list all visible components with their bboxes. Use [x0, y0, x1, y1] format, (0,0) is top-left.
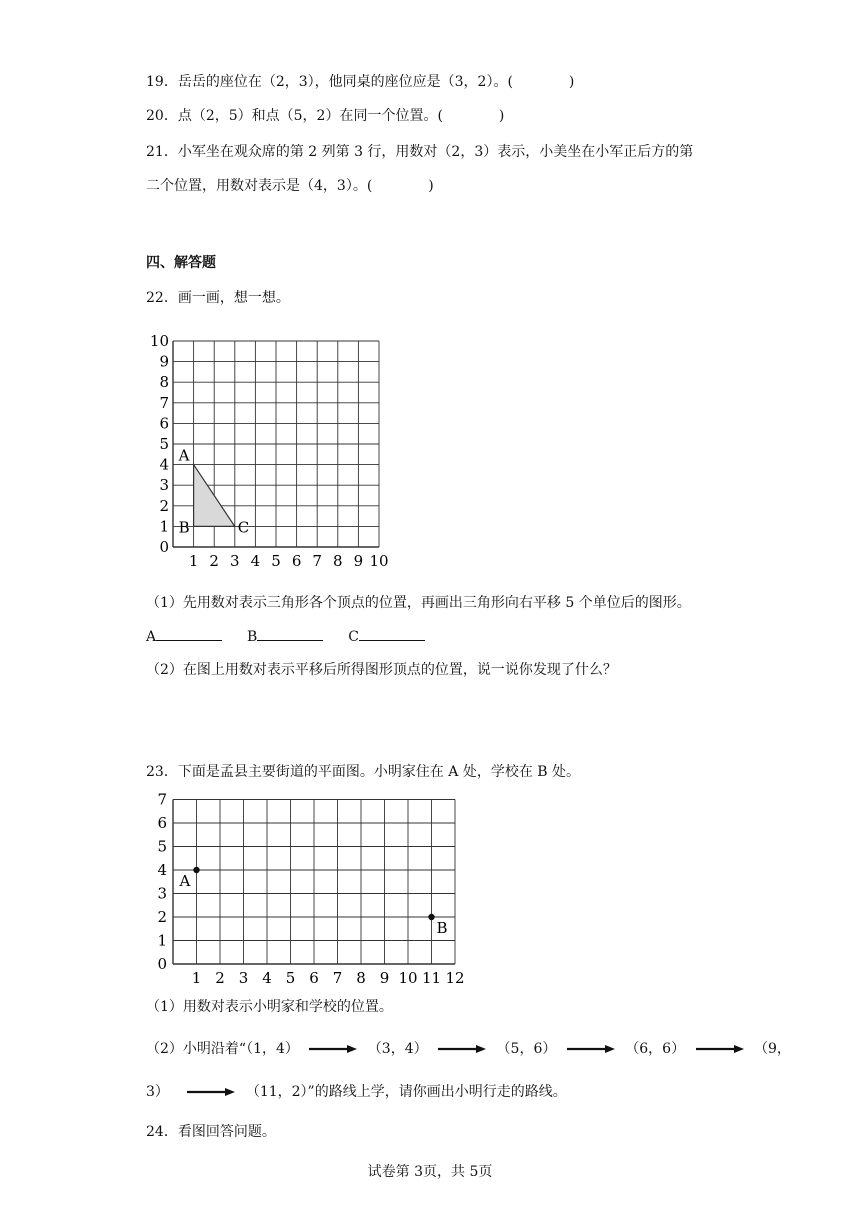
x-tick-label: 9 [353, 552, 364, 570]
y-tick-label: 7 [157, 793, 167, 809]
y-tick-label: 5 [157, 837, 167, 856]
x-tick-label: 5 [271, 552, 281, 570]
y-tick-label: 2 [159, 496, 169, 515]
route-point-6: （11，2）”的路线上学，请你画出小明行走的路线。 [245, 1084, 567, 1100]
question-23-part2-line2 [146, 1082, 567, 1102]
y-tick-label: 3 [159, 476, 169, 495]
x-tick-label: 9 [379, 969, 390, 987]
y-tick-label: 2 [157, 908, 167, 926]
y-tick-label: 6 [159, 414, 169, 433]
x-tick-label: 12 [445, 969, 465, 987]
question-24: 24．看图回答问题。 [146, 1124, 276, 1140]
x-tick-label: 2 [215, 969, 225, 987]
question-22-blanks [146, 626, 425, 647]
x-tick-label: 2 [209, 552, 219, 570]
arrow-icon [567, 1044, 615, 1054]
x-tick-label: 1 [188, 552, 199, 570]
y-tick-label: 9 [159, 352, 169, 371]
x-tick-label: 5 [285, 969, 296, 987]
x-tick-label: 3 [238, 969, 249, 987]
point-b [428, 914, 434, 920]
question-22-part1: （1）先用数对表示三角形各个顶点的位置，再画出三角形向右平移 5 个单位后的图形。 [146, 595, 691, 611]
y-tick-label: 1 [157, 931, 167, 950]
y-tick-label: 0 [159, 538, 169, 556]
question-23-part1: （1）用数对表示小明家和学校的位置。 [146, 999, 393, 1015]
arrow-icon [438, 1044, 486, 1054]
question-23-title: 23．下面是孟县主要街道的平面图。小明家住在 A 处，学校在 B 处。 [146, 764, 581, 780]
blank-b-field[interactable] [257, 626, 323, 641]
x-tick-label: 8 [333, 552, 343, 570]
y-tick-label: 8 [159, 373, 169, 392]
point-label: B [436, 919, 448, 937]
arrow-icon [187, 1087, 235, 1097]
x-tick-label: 4 [262, 969, 272, 987]
vertex-label: A [178, 446, 190, 465]
blank-c-field[interactable] [359, 626, 425, 641]
q22-grid-figure [140, 330, 400, 570]
y-tick-label: 3 [157, 884, 167, 903]
x-tick-label: 11 [421, 969, 442, 987]
question-22-title: 22．画一画，想一想。 [146, 290, 290, 306]
q23-grid [157, 793, 464, 987]
x-tick-label: 3 [230, 552, 240, 570]
route-point-5-end: 3） [146, 1084, 169, 1100]
y-tick-label: 4 [159, 455, 169, 474]
route-point-2: （3，4） [367, 1041, 428, 1057]
point-a [193, 867, 199, 873]
section-title: 四、解答题 [146, 255, 216, 271]
blank-a-field[interactable] [156, 626, 222, 641]
point-label: A [179, 872, 191, 890]
q22-grid [150, 332, 389, 570]
x-tick-label: 1 [191, 969, 202, 987]
x-tick-label: 6 [309, 969, 319, 987]
x-tick-label: 10 [398, 969, 418, 987]
route-point-3: （5，6） [496, 1041, 557, 1057]
x-tick-label: 6 [291, 552, 302, 570]
y-tick-label: 10 [149, 332, 169, 350]
question-20: 20．点（2，5）和点（5，2）在同一个位置。( ) [146, 108, 505, 124]
y-tick-label: 5 [159, 435, 169, 453]
arrow-icon [309, 1044, 357, 1054]
page-footer: 试卷第 3页，共 5页 [367, 1164, 493, 1180]
question-23-part2-line1 [146, 1039, 791, 1059]
vertex-label: B [178, 518, 190, 537]
x-tick-label: 8 [356, 969, 366, 987]
question-22-part2: （2）在图上用数对表示平移后所得图形顶点的位置，说一说你发现了什么？ [146, 662, 617, 678]
arrow-icon [696, 1044, 744, 1054]
y-tick-label: 7 [159, 393, 169, 412]
blank-a-label: A [146, 629, 157, 645]
y-tick-label: 6 [157, 814, 167, 832]
question-19: 19．岳岳的座位在（2，3），他同桌的座位应是（3，2）。( ) [146, 74, 575, 90]
y-tick-label: 4 [157, 861, 167, 879]
question-21-line2: 二个位置，用数对表示是（4，3）。( ) [146, 178, 434, 194]
y-tick-label: 0 [157, 955, 167, 973]
route-point-4: （6，6） [625, 1041, 686, 1057]
y-tick-label: 1 [159, 517, 169, 536]
blank-c-label: C [348, 629, 359, 645]
x-tick-label: 10 [369, 552, 389, 570]
x-tick-label: 7 [312, 552, 322, 570]
vertex-label: C [237, 518, 250, 537]
blank-b-label: B [247, 629, 258, 645]
x-tick-label: 4 [250, 552, 261, 570]
question-21-line1: 21．小军坐在观众席的第 2 列第 3 行，用数对（2，3）表示，小美坐在小军正后方的第 [146, 144, 694, 160]
route-point-5: （9， [754, 1041, 791, 1057]
route-point-1: （2）小明沿着“（1，4） [146, 1041, 299, 1057]
q23-grid-figure [140, 793, 480, 988]
x-tick-label: 7 [332, 969, 343, 987]
